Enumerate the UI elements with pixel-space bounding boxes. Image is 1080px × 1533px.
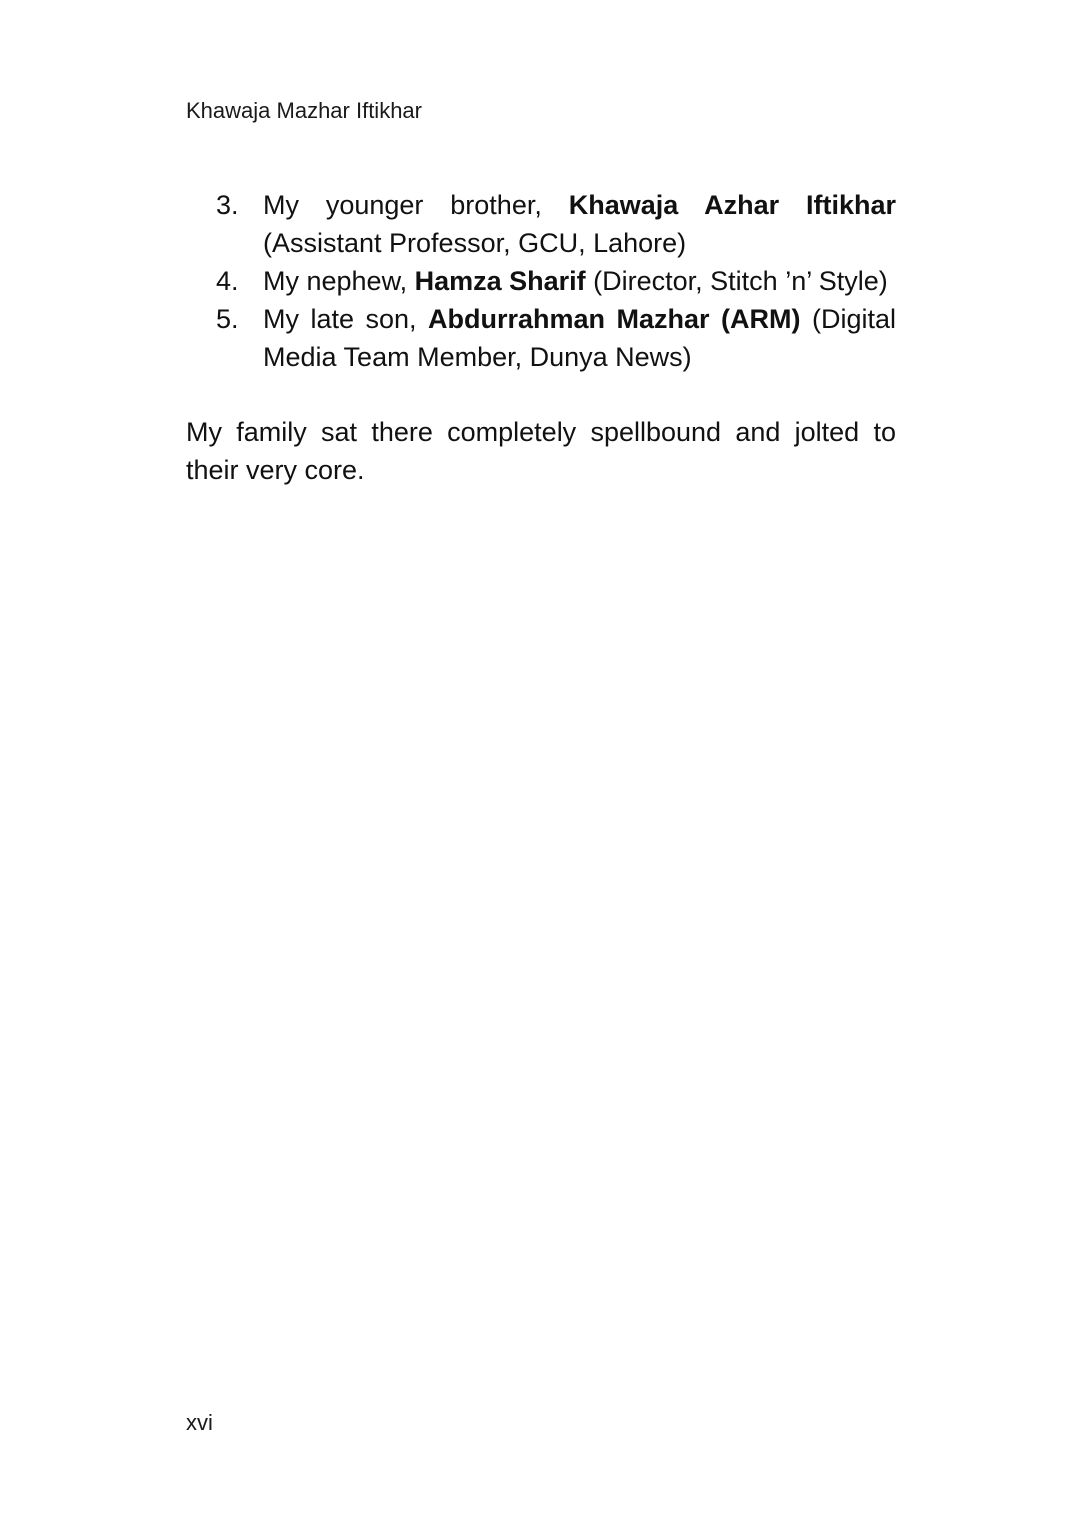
list-item-number: 4.: [216, 266, 239, 296]
list-item-suffix: (Director, Stitch ’n’ Style): [585, 266, 888, 296]
list-item-name: Hamza Sharif: [414, 266, 586, 296]
list-item-prefix: My late son,: [263, 304, 429, 334]
page-number: xvi: [186, 1410, 213, 1435]
name-list: [186, 186, 896, 376]
list-item-number: 3.: [216, 190, 239, 220]
list-item-number: 5.: [216, 304, 239, 334]
list-item-prefix: My younger brother,: [263, 190, 569, 220]
running-header: Khawaja Mazhar Iftikhar: [186, 98, 422, 123]
list-item: [186, 262, 896, 300]
body-paragraph: My family sat there completely spellbound and jolted to their very core.: [186, 417, 896, 485]
list-item-name: Abdurrahman Mazhar (ARM): [428, 304, 801, 334]
list-item-prefix: My nephew,: [263, 266, 415, 296]
list-item-suffix: (Digital Media Team Member, Dunya News): [263, 304, 897, 372]
list-item-suffix: (Assistant Professor, GCU, Lahore): [263, 228, 687, 258]
list-item: [186, 186, 896, 262]
list-item: [186, 300, 896, 376]
list-item-name: Khawaja Azhar Iftikhar: [568, 190, 896, 220]
